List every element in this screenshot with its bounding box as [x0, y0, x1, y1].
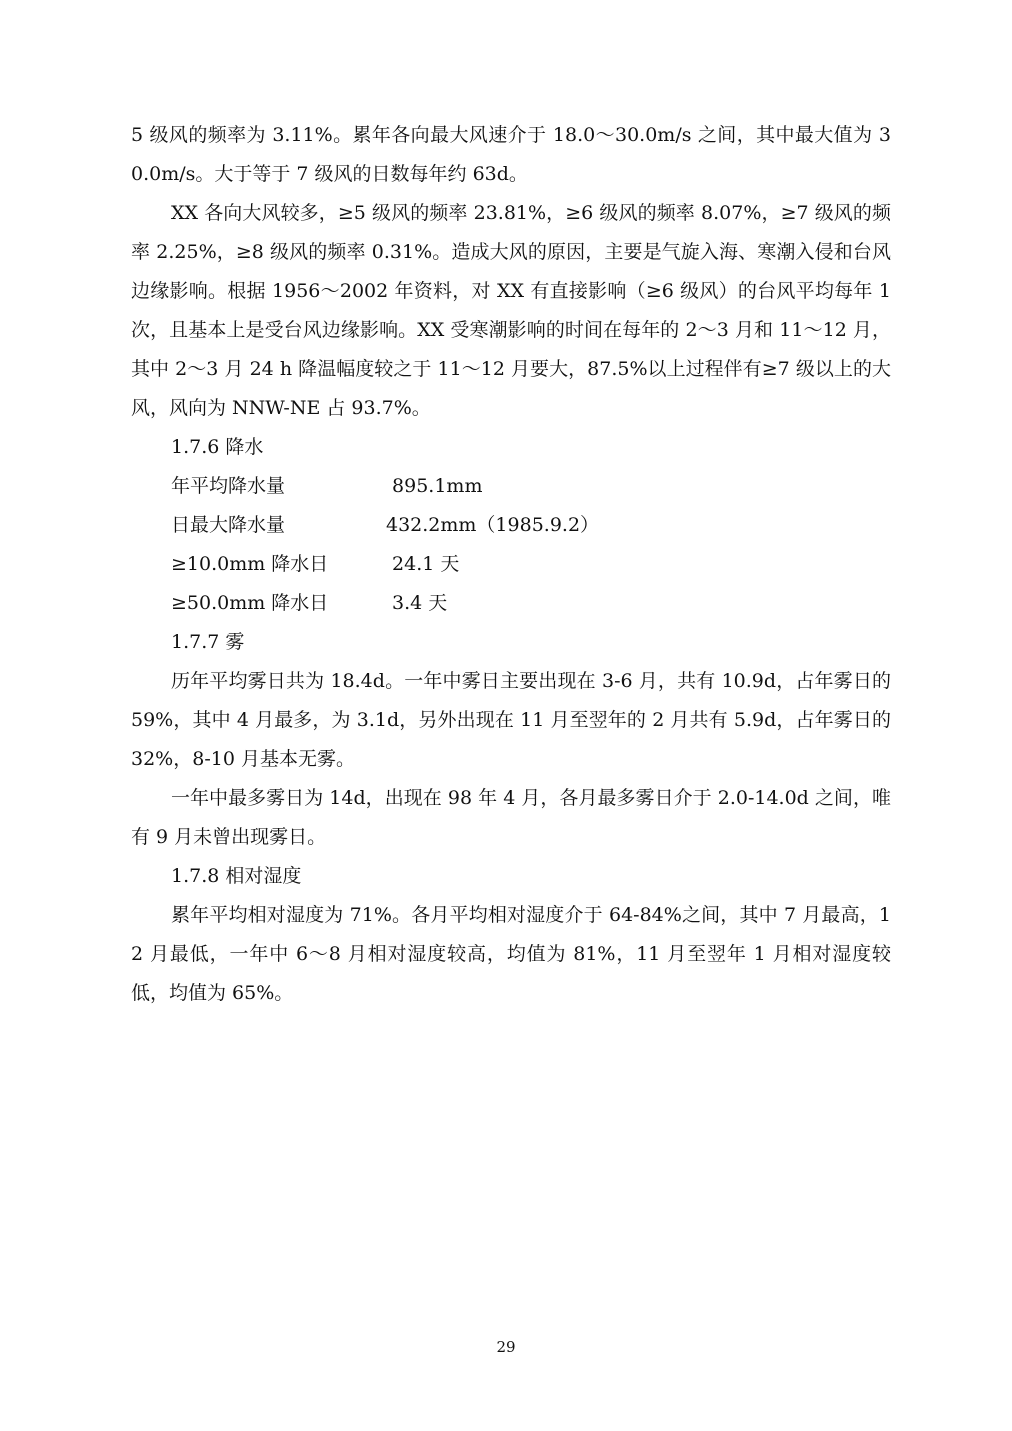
paragraph-humidity: 累年平均相对湿度为 71%。各月平均相对湿度介于 64-84%之间，其中 7 月最高，12 月最低，一年中 6～8 月相对湿度较高，均值为 81%，11 月至翌年 1 月相对湿度较低，均值为 65%。 [131, 904, 891, 1004]
paragraph-gale-causes: XX 各向大风较多，≥5 级风的频率 23.81%，≥6 级风的频率 8.07%，≥7 级风的频率 2.25%，≥8 级风的频率 0.31%。造成大风的原因，主要是气旋入海、寒潮入侵和台风边缘影响。根据 1956～2002 年资料，对 XX 有直接影响（≥6 级风）的台风平均每年 1 次，且基本上是受台风边缘影响。XX 受寒潮影响的时间在每年的 2～3 月和 11～12 月，其中 2～3 月 24 h 降温幅度较之于 11～12 月要大，87.5%以上过程伴有≥7 级以上的大风，风向为 NNW-NE 占 93.7%。 [131, 202, 891, 419]
precip-label: ≥10.0mm 降水日 [171, 553, 329, 575]
precip-row-50mm-days [131, 584, 891, 623]
page-number: 29 [496, 1338, 516, 1356]
section-heading-precipitation: 1.7.6 降水 [171, 436, 264, 458]
paragraph-fog-days: 历年平均雾日共为 18.4d。一年中雾日主要出现在 3-6 月，共有 10.9d，占年雾日的 59%，其中 4 月最多，为 3.1d，另外出现在 11 月至翌年的 2 月共有 5.9d，占年雾日的 32%，8-10 月基本无雾。 [131, 670, 891, 770]
precip-value: 895.1mm [386, 475, 483, 497]
precip-label: 日最大降水量 [171, 514, 286, 536]
section-heading-humidity: 1.7.8 相对湿度 [171, 865, 302, 887]
precip-row-daily-max [131, 506, 891, 545]
document-body [131, 116, 891, 1013]
paragraph-fog-max: 一年中最多雾日为 14d，出现在 98 年 4 月，各月最多雾日介于 2.0-14.0d 之间，唯有 9 月未曾出现雾日。 [131, 787, 891, 848]
precip-row-annual-mean [131, 467, 891, 506]
precip-label: 年平均降水量 [171, 475, 286, 497]
precip-value: 432.2mm（1985.9.2） [386, 514, 600, 536]
precip-label: ≥50.0mm 降水日 [171, 592, 329, 614]
precip-value: 24.1 天 [386, 553, 460, 575]
paragraph-wind-frequency: 5 级风的频率为 3.11%。累年各向最大风速介于 18.0～30.0m/s 之间，其中最大值为 30.0m/s。大于等于 7 级风的日数每年约 63d。 [131, 124, 891, 185]
precip-row-10mm-days [131, 545, 891, 584]
precip-value: 3.4 天 [386, 592, 448, 614]
section-heading-fog: 1.7.7 雾 [171, 631, 245, 653]
